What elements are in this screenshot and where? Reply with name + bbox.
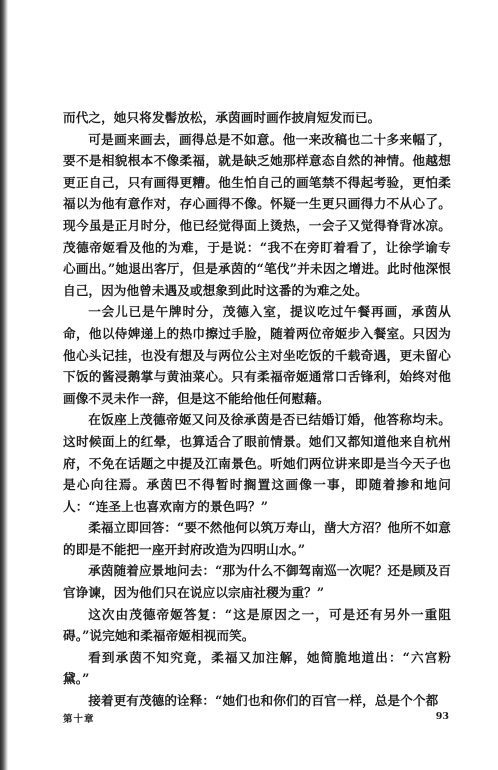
scan-edge-shadow: [0, 0, 8, 770]
paragraph: 接着更有茂德的诠释：“她们也和你们的百官一样，总是个个都: [88, 693, 439, 709]
paragraph: 可是画来画去，画得总是不如意。他一来改稿也二十多来幅了，要不是相貌根本不像柔福，就是缺乏她那样意态自然的神情。他越想更正自己，只有画得更糟。他生怕自己的画笔禁不得起考验，更怕柔福以为他有意作对，存心画得不像。怀疑一生更只画得力不从心了。现今虽是正月时分，他已经觉得面上烫热，一会子又觉得脊背冰凉。茂德帝姬看及他的为难，于是说：“我不在旁盯着看了，让徐学谕专心画出。”她退出客厅，但是承茵的“笔伐”并未因之增进。此时他深恨自己，因为他曾未遇及或想象到此时这番的为难之处。: [63, 131, 451, 298]
chapter-label: 第十章: [63, 714, 95, 725]
paragraph: 这次由茂德帝姬答复：“这是原因之一，可是还有另外一重阻碍。”说完她和柔福帝姬相视而笑。: [63, 606, 451, 644]
page-footer: [63, 711, 449, 725]
paragraph: 看到承茵不知究竟，柔福又加注解，她简脆地道出：“六宫粉黛。”: [63, 649, 451, 687]
page-number: 93: [435, 711, 449, 722]
paragraph: 而代之，她只将发髻放松，承茵画时画作披肩短发而已。: [63, 110, 381, 125]
paragraph: 一会儿已是午牌时分，茂德入室，提议吃过午餐再画，承茵从命，他以侍婢递上的热巾擦过手脸，随着两位帝姬步入餐室。只因为他心头记挂，也没有想及与两位公主对坐吃饭的千载奇遇，更未留心下饭的酱浸鹅掌与黄油菜心。只有柔福帝姬通常口舌锋利，始终对他画像不灵未作一辞，但是这不能给他任何慰藉。: [63, 304, 451, 406]
paragraph: 柔福立即回答：“要不然他何以筑万寿山，凿大方沼？他所不如意的即是不能把一座开封府改造为四明山水。”: [63, 520, 451, 557]
paragraph: 在饭座上茂德帝姬又问及徐承茵是否已结婚订婚，他答称均未。这时候面上的红晕，也算适合了眼前情景。她们又都知道他来自杭州府，不免在话题之中提及江南景色。听她们两位讲来即是当今天子也是心向往焉。承茵巴不得暂时搁置这画像一事，即随着掺和地问人：“连圣上也喜欢南方的景色吗？”: [63, 412, 451, 514]
body-text: [63, 107, 451, 712]
paragraph: 承茵随着应景地问去：“那为什么不御驾南巡一次呢？还是顾及百官诤谏，因为他们只在说应以宗庙社稷为重？”: [63, 563, 451, 601]
